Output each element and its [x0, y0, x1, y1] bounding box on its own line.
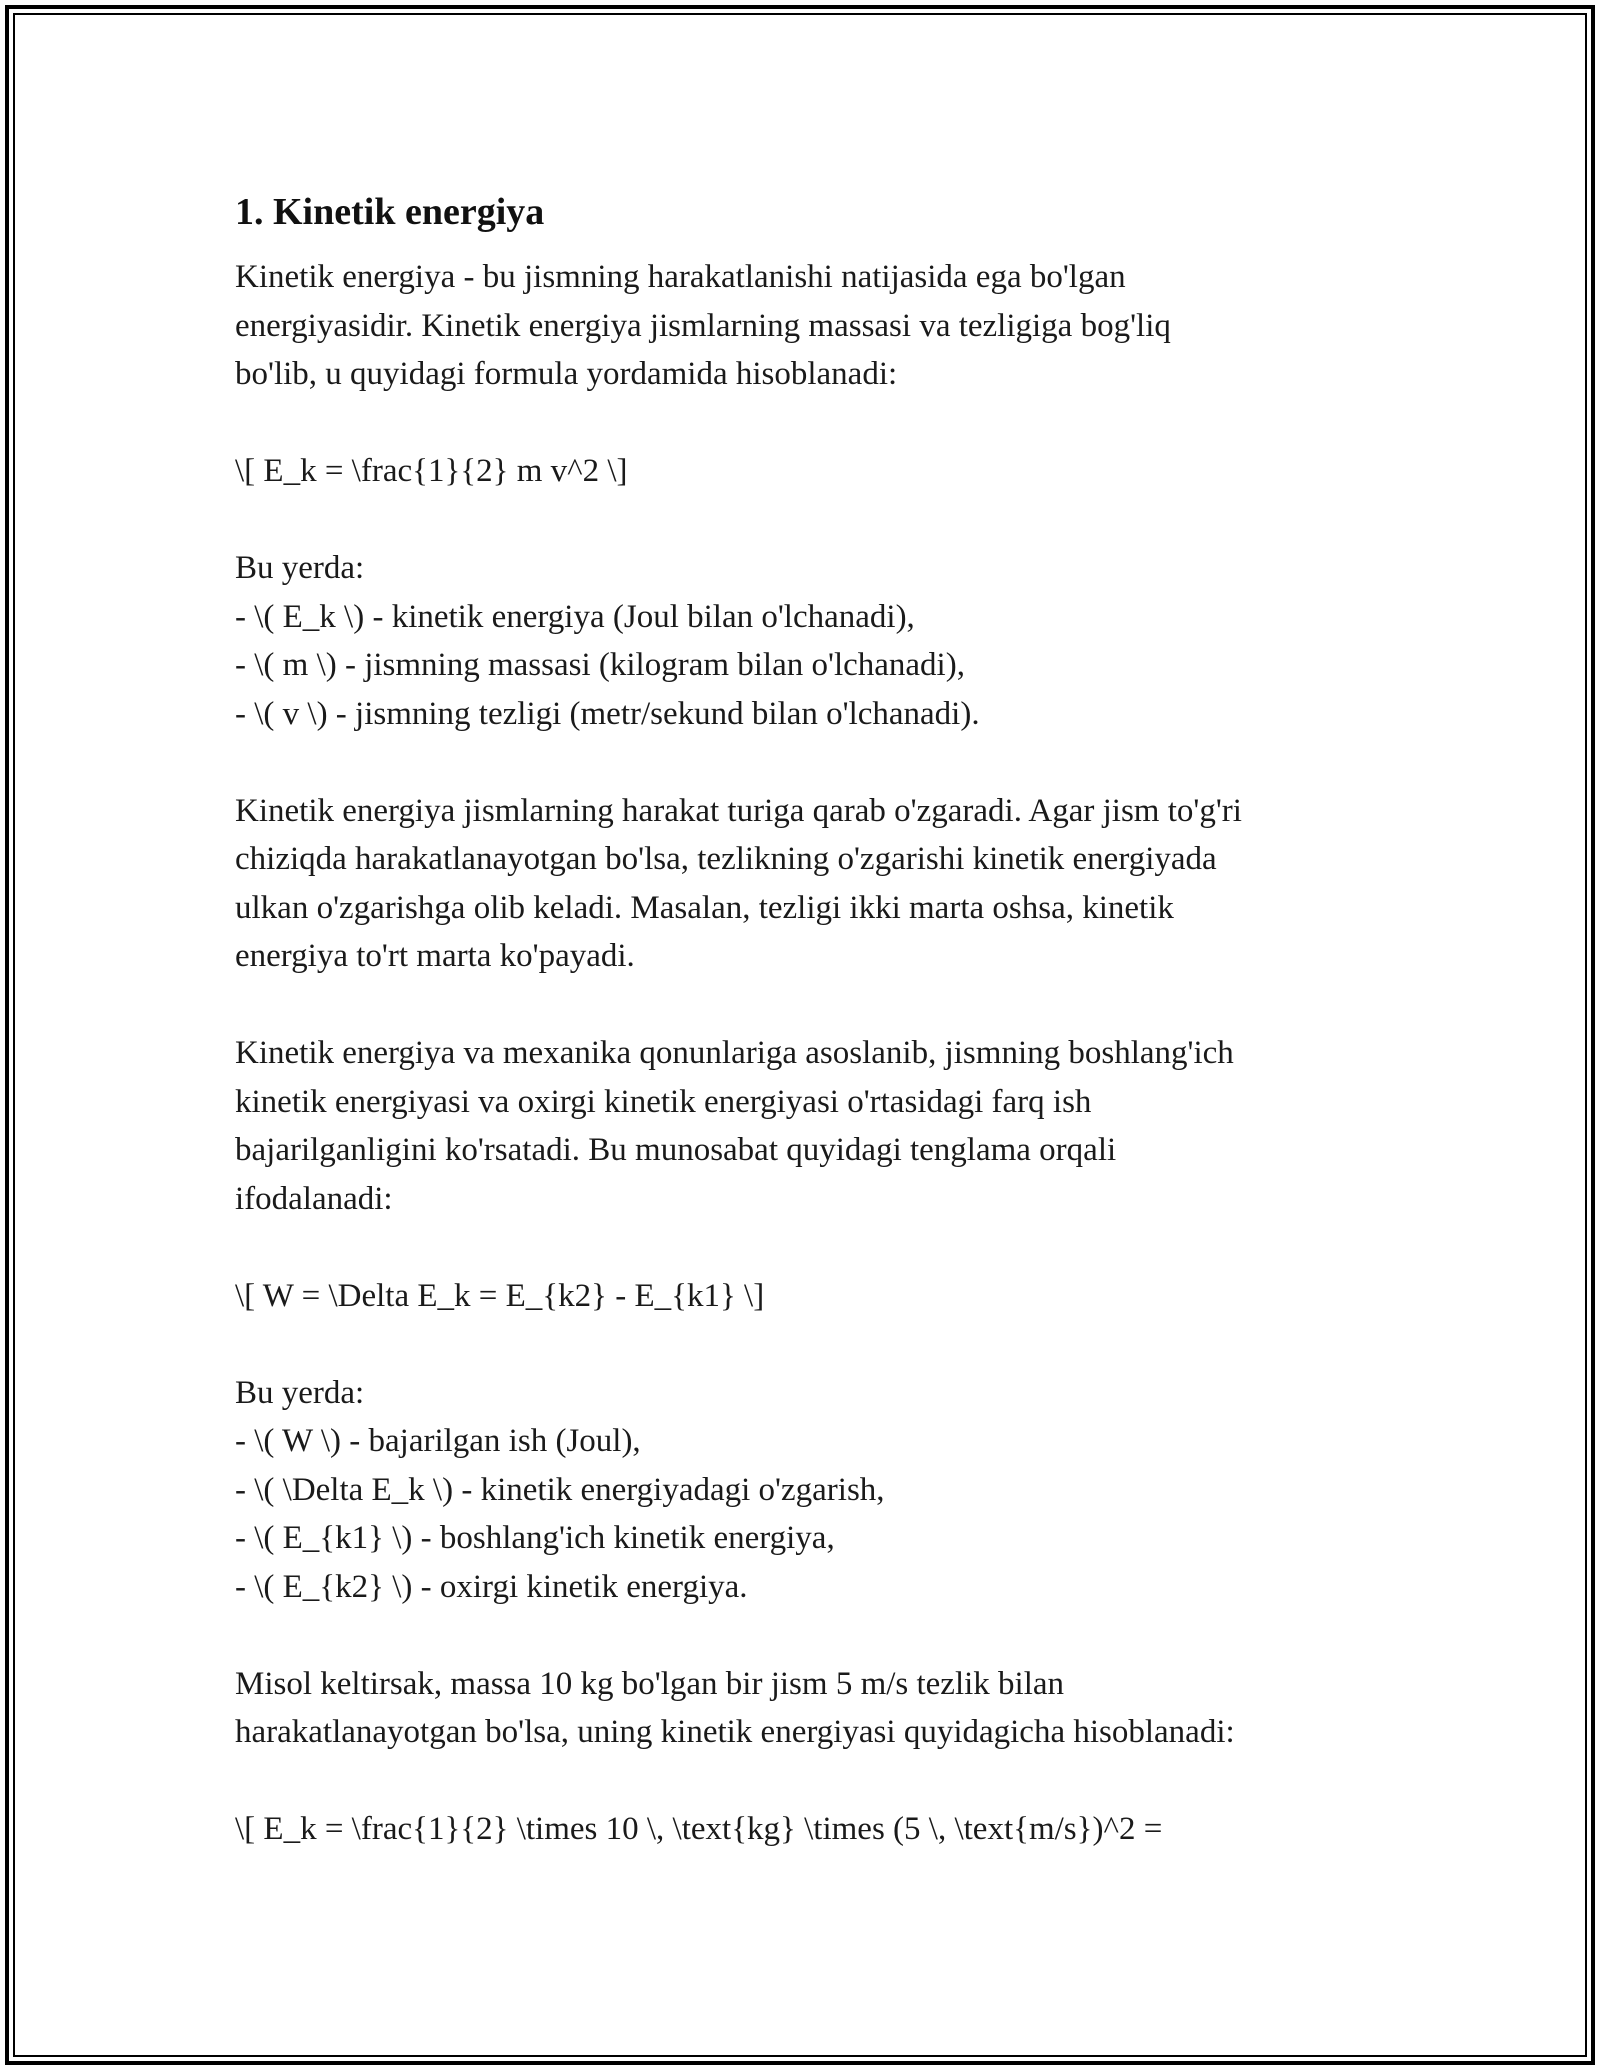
blank-line [235, 981, 1385, 1030]
text-line: bo'lib, u quyidagi formula yordamida hisoblanadi: [235, 356, 898, 392]
text-line: harakatlanayotgan bo'lsa, uning kinetik energiyasi quyidagicha hisoblanadi: [235, 1714, 1235, 1750]
blank-line [235, 399, 1385, 448]
text-line: - \( E_k \) - kinetik energiya (Joul bilan o'lchanadi), [235, 598, 915, 635]
text-line: kinetik energiyasi va oxirgi kinetik energiyasi o'rtasidagi farq ish [235, 1083, 1092, 1120]
text-line: - \( \Delta E_k \) - kinetik energiyadagi o'zgarish, [235, 1471, 885, 1508]
text-line: ifodalanadi: [235, 1180, 393, 1217]
text-line: chiziqda harakatlanayotgan bo'lsa, tezlikning o'zgarishi kinetik energiyada [235, 841, 1217, 877]
text-line: - \( E_{k2} \) - oxirgi kinetik energiya. [235, 1568, 748, 1605]
text-line: bajarilganligini ko'rsatadi. Bu munosabat quyidagi tenglama orqali [235, 1132, 1117, 1168]
text-line: energiya to'rt marta ko'payadi. [235, 938, 635, 974]
text-line: \[ E_k = \frac{1}{2} m v^2 \] [235, 453, 628, 489]
text-line: Kinetik energiya va mexanika qonunlariga asoslanib, jismning boshlang'ich [235, 1035, 1234, 1071]
text-line: \[ E_k = \frac{1}{2} \times 10 \, \text{kg} \times (5 \, \text{m/s})^2 = [235, 1811, 1163, 1847]
section-heading: 1. Kinetik energiya [235, 191, 545, 233]
blank-line [235, 496, 1385, 545]
blank-line [235, 1320, 1385, 1369]
text-line: Bu yerda: [235, 550, 365, 586]
text-line: energiyasidir. Kinetik energiya jismlarning massasi va tezligiga bog'liq [235, 307, 1171, 344]
text-lines [235, 253, 1385, 1854]
blank-line [235, 738, 1385, 787]
text-line: ulkan o'zgarishga olib keladi. Masalan, tezligi ikki marta oshsa, kinetik [235, 889, 1174, 926]
text-line: - \( W \) - bajarilgan ish (Joul), [235, 1423, 641, 1459]
document-body [235, 185, 1385, 1854]
text-line: Kinetik energiya jismlarning harakat turiga qarab o'zgaradi. Agar jism to'g'ri [235, 792, 1242, 829]
text-line: \[ W = \Delta E_k = E_{k2} - E_{k1} \] [235, 1277, 765, 1314]
text-line: Kinetik energiya - bu jismning harakatlanishi natijasida ega bo'lgan [235, 259, 1126, 295]
blank-line [235, 1611, 1385, 1660]
text-line: - \( m \) - jismning massasi (kilogram bilan o'lchanadi), [235, 647, 965, 683]
text-line: Misol keltirsak, massa 10 kg bo'lgan bir jism 5 m/s tezlik bilan [235, 1665, 1065, 1702]
text-line: Bu yerda: [235, 1374, 365, 1411]
blank-line [235, 1757, 1385, 1806]
text-line: - \( v \) - jismning tezligi (metr/sekund bilan o'lchanadi). [235, 695, 980, 732]
blank-line [235, 1223, 1385, 1272]
text-line: - \( E_{k1} \) - boshlang'ich kinetik energiya, [235, 1520, 835, 1556]
